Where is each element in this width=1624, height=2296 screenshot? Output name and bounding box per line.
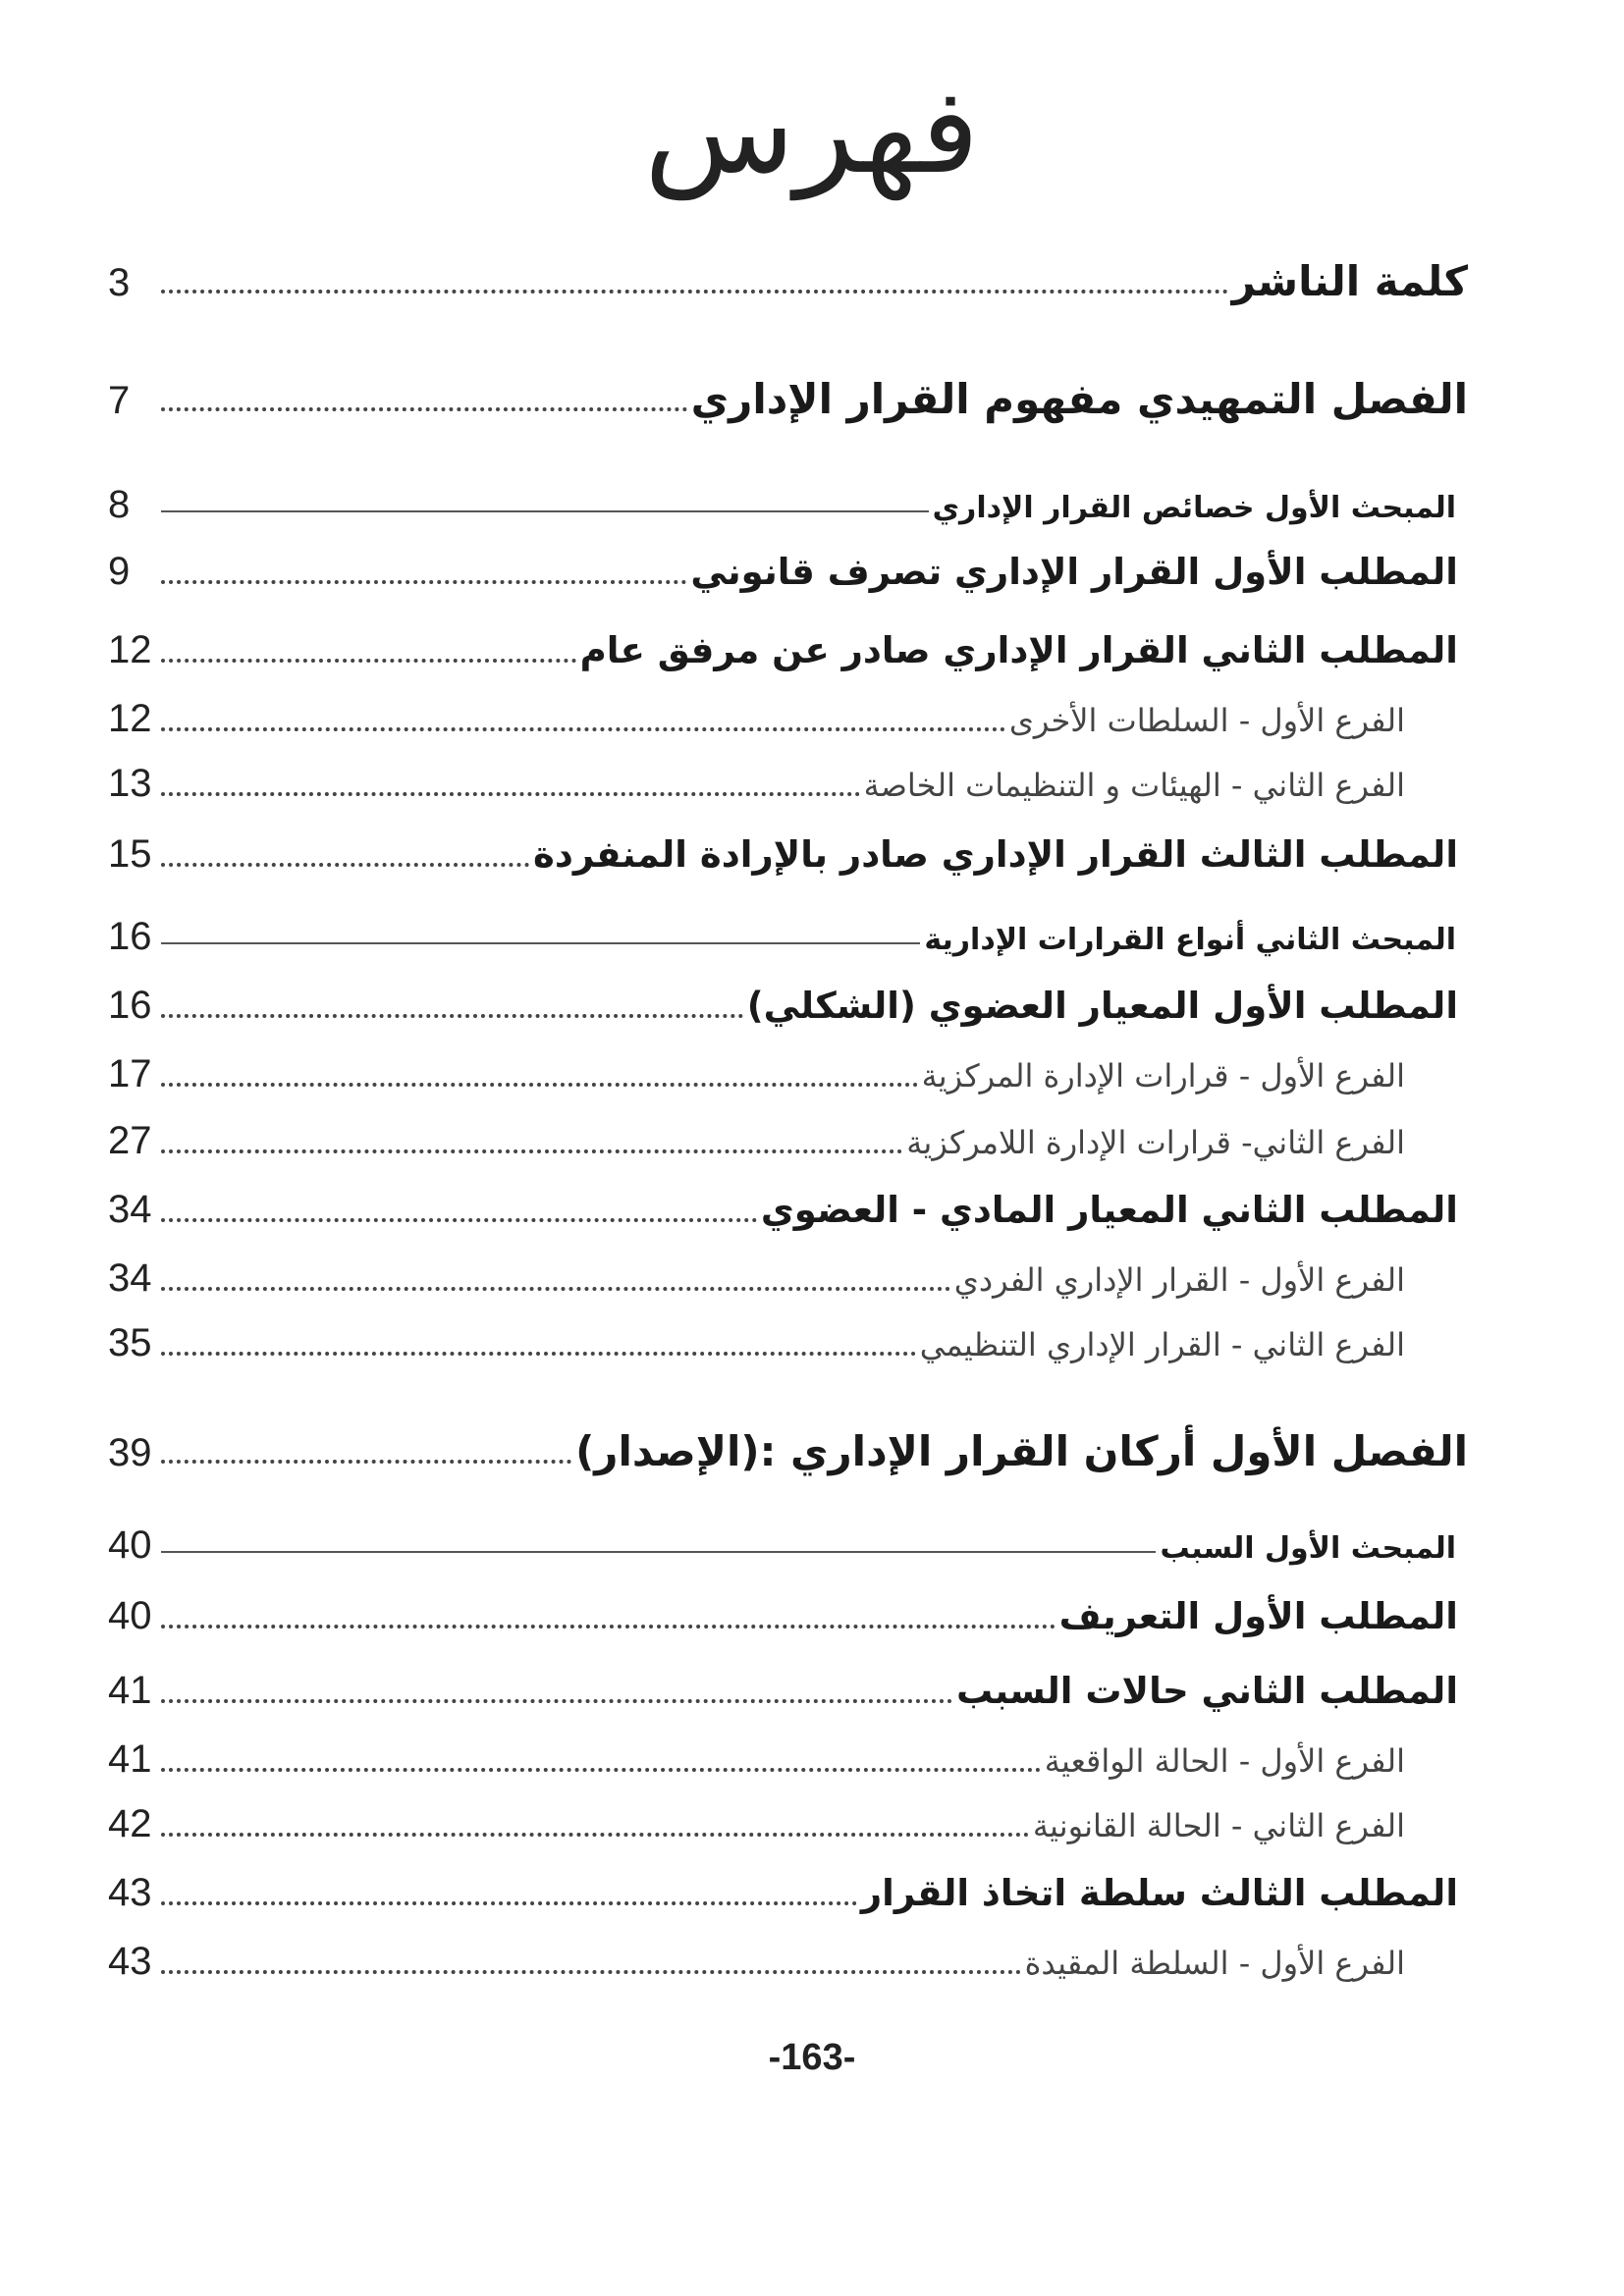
toc-leader	[161, 1083, 918, 1087]
toc-entry[interactable]	[108, 697, 1468, 741]
toc-entry-page: 16	[108, 984, 152, 1027]
toc-entry-label: الفرع الأول - السلطة المقيدة	[1024, 1945, 1405, 1982]
toc-entry-page: 39	[108, 1431, 152, 1474]
toc-entry-label: الفرع الثاني- قرارات الإدارة اللامركزية	[906, 1124, 1405, 1161]
toc-entry[interactable]	[108, 915, 1468, 959]
toc-entry-label: المطلب الثاني حالات السبب	[955, 1670, 1458, 1712]
toc-entry-page: 34	[108, 1188, 152, 1231]
toc-entry-page: 41	[108, 1737, 152, 1781]
toc-leader	[161, 1625, 1056, 1629]
toc-entry[interactable]	[108, 1188, 1468, 1232]
toc-leader	[161, 1901, 857, 1905]
toc-entry[interactable]	[108, 832, 1468, 877]
toc-entry-label: الفرع الثاني - القرار الإداري التنظيمي	[919, 1326, 1405, 1363]
toc-leader	[161, 942, 920, 944]
toc-entry[interactable]	[108, 1871, 1468, 1915]
toc-entry-page: 40	[108, 1594, 152, 1637]
toc-leader	[161, 792, 860, 796]
toc-leader	[161, 580, 686, 584]
toc-leader	[161, 1460, 571, 1464]
toc-entry[interactable]	[108, 1119, 1468, 1163]
toc-entry-page: 17	[108, 1052, 152, 1095]
toc-entry[interactable]	[108, 1427, 1468, 1475]
toc-entry-label: الفرع الأول - قرارات الإدارة المركزية	[921, 1057, 1405, 1095]
toc-leader	[161, 727, 1005, 731]
toc-entry-page: 41	[108, 1669, 152, 1712]
toc-entry[interactable]	[108, 375, 1468, 423]
toc-leader	[161, 1699, 952, 1703]
toc-entry-page: 43	[108, 1871, 152, 1914]
toc-entry-label: الفرع الثاني - الحالة القانونية	[1032, 1807, 1405, 1844]
toc-entry-label: المبحث الأول السبب	[1160, 1531, 1456, 1566]
toc-leader	[161, 1014, 743, 1018]
toc-entry-page: 12	[108, 697, 152, 740]
toc-leader	[161, 659, 576, 663]
toc-entry[interactable]	[108, 1321, 1468, 1365]
toc-entry-label: المطلب الثاني القرار الإداري صادر عن مرفق عام	[579, 629, 1458, 671]
toc-entry-page: 35	[108, 1321, 152, 1364]
toc-entry-page: 34	[108, 1256, 152, 1300]
toc-entry-page: 40	[108, 1523, 152, 1567]
toc-entry[interactable]	[108, 1940, 1468, 1984]
toc-entry-label: المبحث الثاني أنواع القرارات الإدارية	[924, 923, 1456, 957]
toc-leader	[161, 1218, 757, 1222]
toc-entry-page: 43	[108, 1940, 152, 1983]
toc-entry-page: 13	[108, 762, 152, 805]
toc-entry[interactable]	[108, 1669, 1468, 1713]
toc-entry[interactable]	[108, 257, 1468, 305]
toc-entry-label: المطلب الثاني المعيار المادي - العضوي	[760, 1189, 1458, 1231]
toc-entry[interactable]	[108, 628, 1468, 672]
toc-entry[interactable]	[108, 1594, 1468, 1638]
toc-entry[interactable]	[108, 1052, 1468, 1096]
toc-leader	[161, 1149, 902, 1153]
toc-entry-label: المطلب الأول المعيار العضوي (الشكلي)	[746, 985, 1458, 1027]
toc-leader	[161, 407, 687, 411]
toc-entry-page: 15	[108, 832, 152, 876]
toc-entry-label: المطلب الأول القرار الإداري تصرف قانوني	[690, 551, 1458, 593]
toc-leader	[161, 1287, 950, 1291]
toc-leader	[161, 290, 1228, 294]
toc-entry[interactable]	[108, 1256, 1468, 1301]
toc-leader	[161, 1352, 916, 1356]
toc-entry[interactable]	[108, 550, 1468, 594]
page-number: -163-	[768, 2037, 856, 2078]
toc-entry[interactable]	[108, 1523, 1468, 1568]
page-title-text: فهرس	[644, 64, 980, 200]
toc-entry-label: الفصل الأول أركان القرار الإداري :(الإصدار)	[575, 1427, 1468, 1475]
toc-entry-page: 3	[108, 261, 131, 304]
toc-entry-page: 27	[108, 1119, 152, 1162]
toc-entry-label: المطلب الثالث القرار الإداري صادر بالإرادة المنفردة	[533, 833, 1458, 876]
toc-entry-label: المطلب الثالث سلطة اتخاذ القرار	[860, 1872, 1458, 1914]
toc-entry-label: المبحث الأول خصائص القرار الإداري	[932, 491, 1456, 525]
toc-entry-label: الفرع الثاني - الهيئات و التنظيمات الخاصة	[863, 767, 1405, 804]
toc-entry-page: 16	[108, 915, 152, 958]
toc-leader	[161, 863, 529, 867]
toc-entry-label: الفصل التمهيدي مفهوم القرار الإداري	[690, 375, 1468, 423]
toc-entry-page: 42	[108, 1802, 152, 1845]
toc-entry[interactable]	[108, 483, 1468, 527]
toc-leader	[161, 1768, 1041, 1772]
page-title	[0, 59, 1624, 206]
toc-leader	[161, 510, 929, 512]
toc-entry-label: كلمة الناشر	[1231, 257, 1468, 305]
toc-entry-label: الفرع الأول - السلطات الأخرى	[1008, 702, 1405, 739]
toc-entry-page: 7	[108, 379, 131, 422]
toc-entry-page: 12	[108, 628, 152, 671]
toc-leader	[161, 1970, 1021, 1974]
toc-leader	[161, 1833, 1029, 1837]
toc-entry[interactable]	[108, 1737, 1468, 1782]
toc-entry[interactable]	[108, 984, 1468, 1028]
toc-entry[interactable]	[108, 762, 1468, 806]
toc-entry[interactable]	[108, 1802, 1468, 1846]
toc-entry-label: الفرع الأول - الحالة الواقعية	[1044, 1742, 1405, 1780]
toc-entry-label: المطلب الأول التعريف	[1058, 1595, 1458, 1637]
toc-entry-label: الفرع الأول - القرار الإداري الفردي	[953, 1261, 1405, 1299]
toc-entry-page: 8	[108, 483, 131, 526]
toc-entry-page: 9	[108, 550, 131, 593]
toc-leader	[161, 1551, 1156, 1553]
